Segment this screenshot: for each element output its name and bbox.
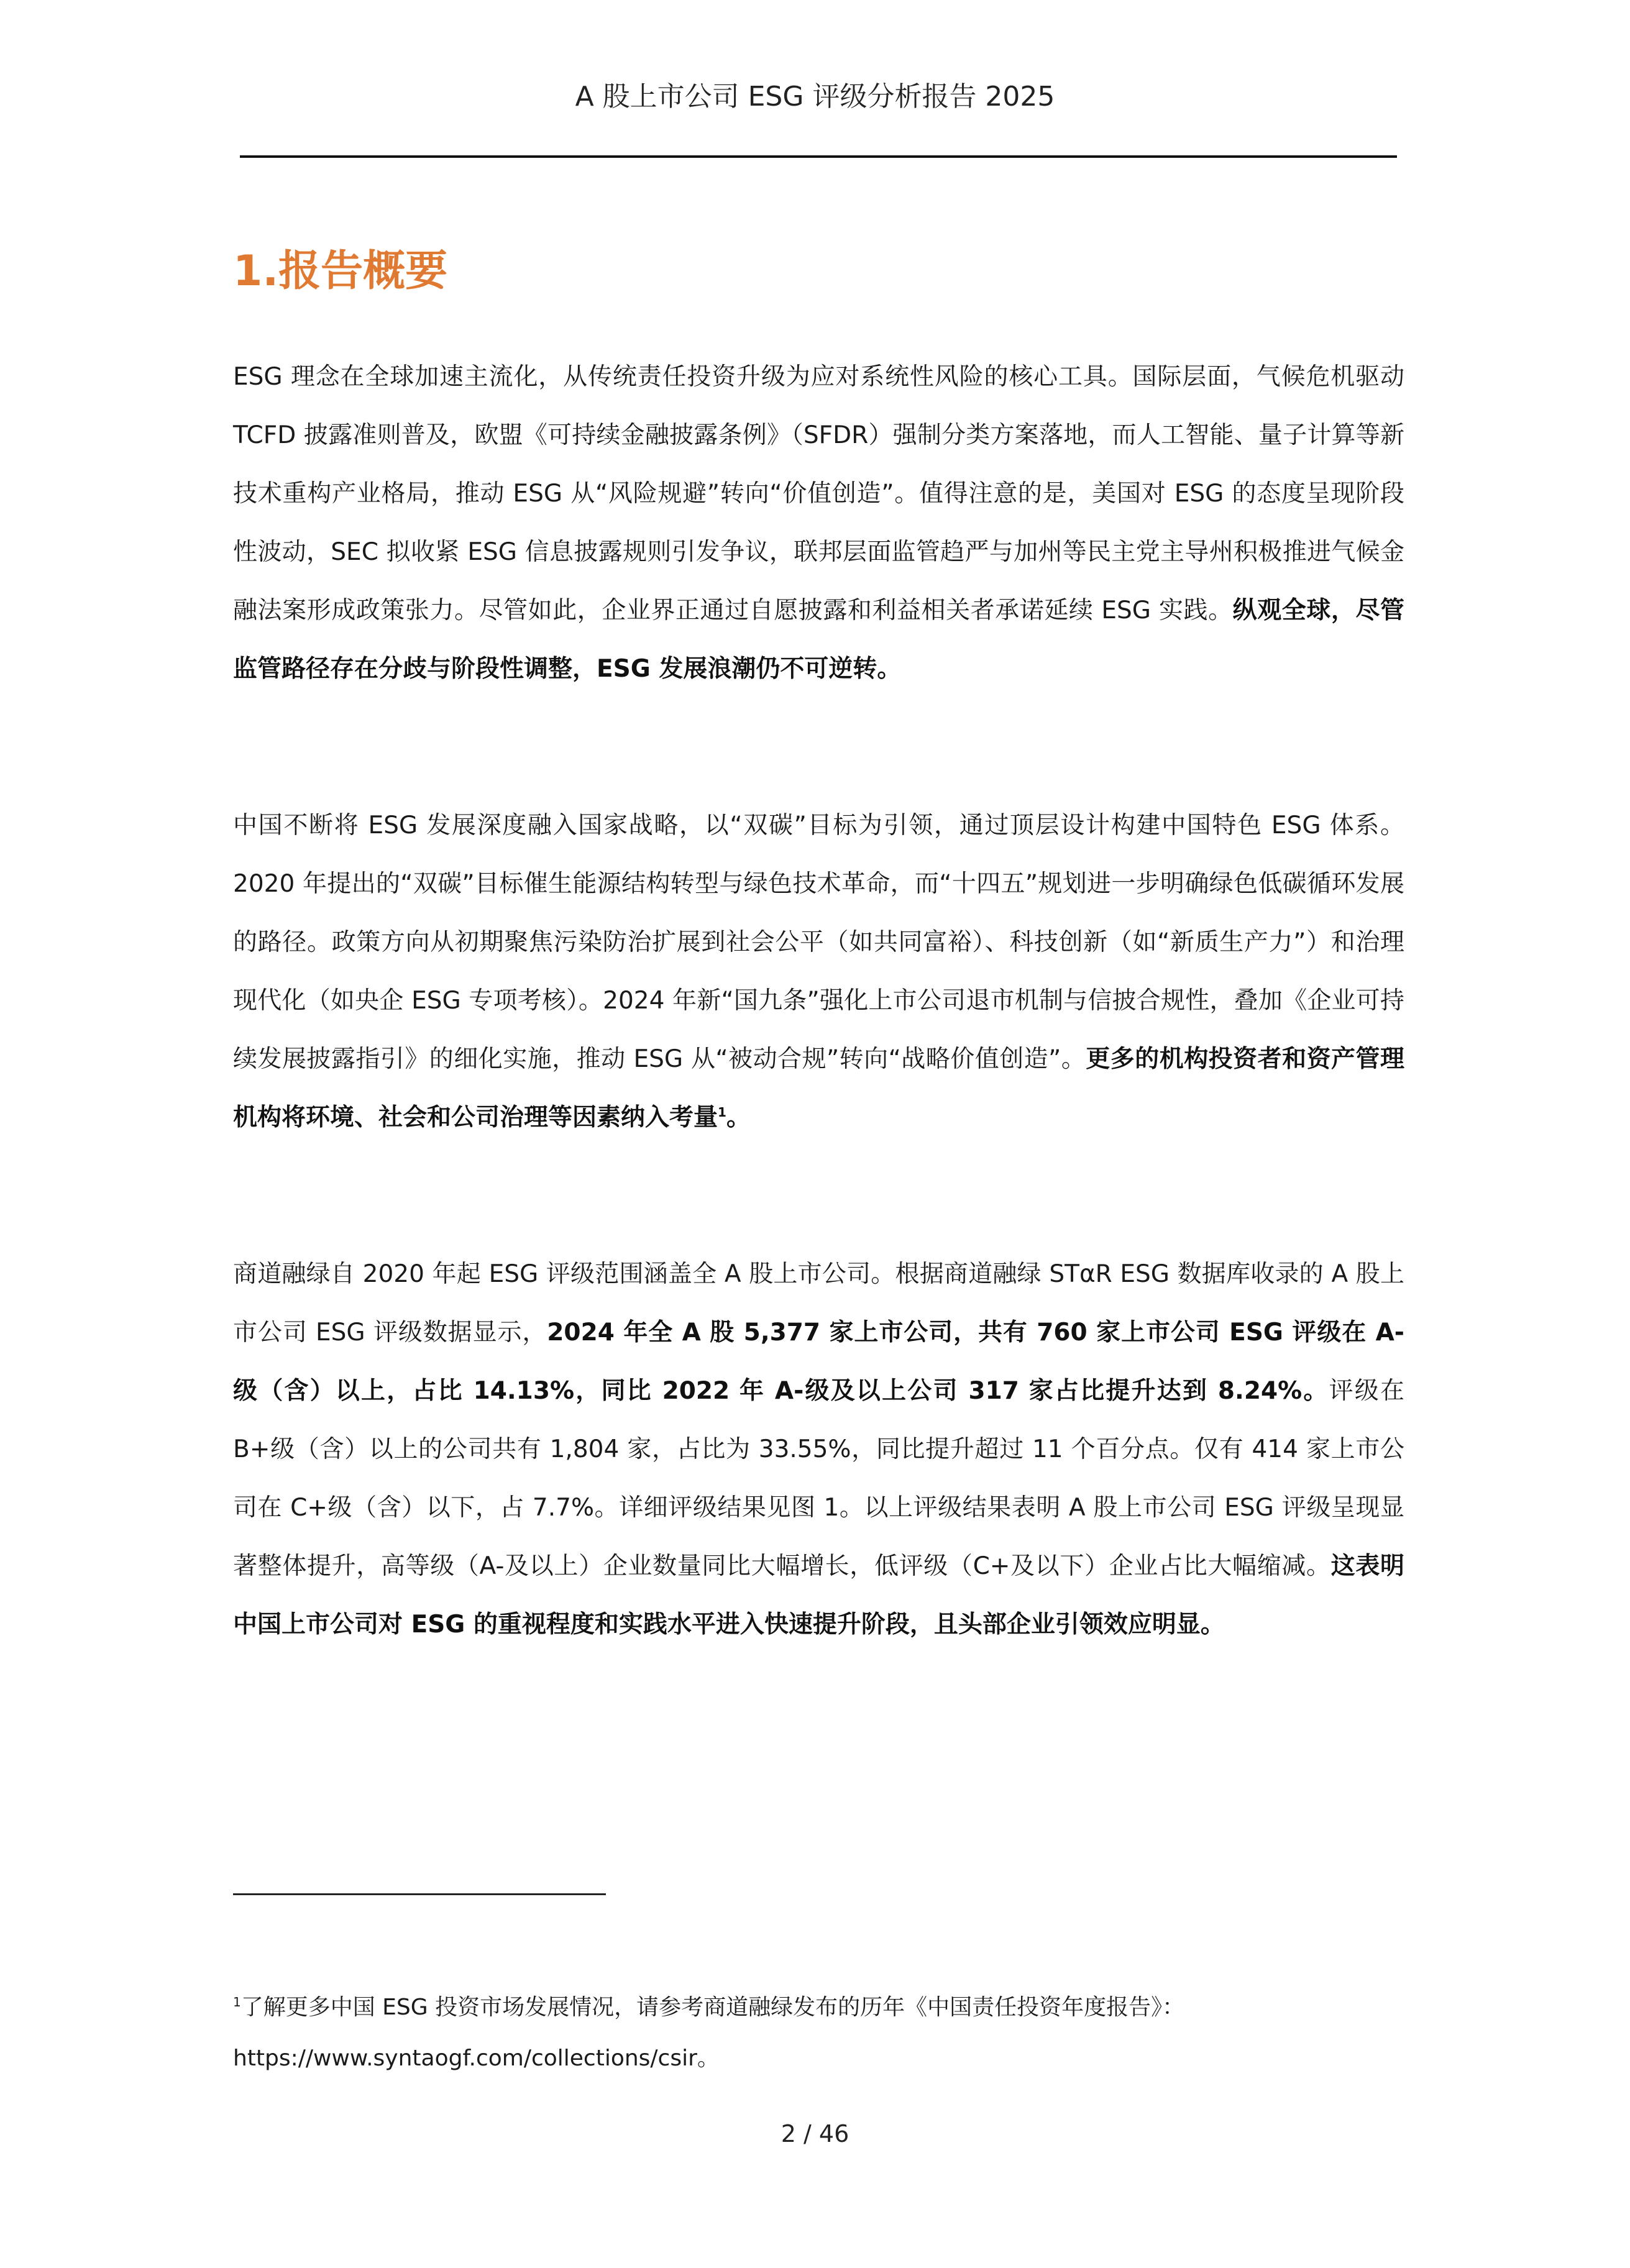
footnote-divider — [233, 1893, 606, 1895]
paragraph-bold-end: 。 — [726, 1104, 751, 1132]
footnote-line — [233, 1982, 1404, 2033]
paragraph-regular-text-2: 评级在 B+级（含）以上的公司共有 1,804 家，占比为 33.55%，同比提升超过 11 个百分点。仅有 414 家上市公司在 C+级（含）以下，占 7.7%。详细评级结果见图 1。以上评级结果表明 A 股上市公司 ESG 评级呈现显著整体提升，高等级（A-及以上）企业数量同比大幅增长，低评级（C+及以下）企业占比大幅缩减。 — [233, 1377, 1404, 1580]
footnote-link[interactable]: https://www.syntaogf.com/collections/csir。 — [233, 2046, 720, 2071]
paragraph-bold-conclusion: 纵观全球，尽管监管路径存在分歧与阶段性调整，ESG 发展浪潮仍不可逆转。 — [233, 597, 1404, 683]
paragraph-bold-statistics: 2024 年全 A 股 5,377 家上市公司，共有 760 家上市公司 ESG 评级在 A-级（含）以上，占比 14.13%，同比 2022 年 A-级及以上公司 317 家占比提升达到 8.24%。 — [233, 1319, 1404, 1405]
footnote-mark: 1 — [233, 1995, 241, 2010]
paragraph-regular-text: 商道融绿自 2020 年起 ESG 评级范围涵盖全 A 股上市公司。根据商道融绿 STαR ESG 数据库收录的 A 股上市公司 ESG 评级数据显示， — [233, 1260, 1404, 1347]
paragraph-text — [233, 1245, 1404, 1654]
paragraph-china-esg — [233, 797, 1404, 1147]
paragraph-bold-text: 更多的机构投资者和资产管理机构将环境、社会和公司治理等因素纳入考量 — [233, 1045, 1404, 1132]
footnote-text: 了解更多中国 ESG 投资市场发展情况，请参考商道融绿发布的历年《中国责任投资年度报告》： — [240, 1995, 1185, 2020]
page-header-title: A 股上市公司 ESG 评级分析报告 2025 — [575, 81, 1055, 112]
paragraph-text — [233, 797, 1404, 1147]
page-number: 2 / 46 — [781, 2120, 849, 2147]
section-title: 1.报告概要 — [233, 247, 448, 296]
paragraph-global-esg — [233, 348, 1404, 698]
paragraph-regular-text: 中国不断将 ESG 发展深度融入国家战略，以“双碳”目标为引领，通过顶层设计构建中国特色 ESG 体系。2020 年提出的“双碳”目标催生能源结构转型与绿色技术革命，而“十四五”规划进一步明确绿色低碳循环发展的路径。政策方向从初期聚焦污染防治扩展到社会公平（如共同富裕）、科技创新（如“新质生产力”）和治理现代化（如央企 ESG 专项考核）。2024 年新“国九条”强化上市公司退市机制与信披合规性，叠加《企业可持续发展披露指引》的细化实施，推动 ESG 从“被动合规”转向“战略价值创造”。 — [233, 812, 1404, 1073]
paragraph-bold-conclusion: 这表明中国上市公司对 ESG 的重视程度和实践水平进入快速提升阶段，且头部企业引领效应明显。 — [233, 1552, 1404, 1639]
footnote-reference[interactable]: 1 — [718, 1105, 726, 1120]
paragraph-rating-results — [233, 1245, 1404, 1654]
header-divider — [240, 155, 1397, 158]
paragraph-regular-text: ESG 理念在全球加速主流化，从传统责任投资升级为应对系统性风险的核心工具。国际层面，气候危机驱动 TCFD 披露准则普及，欧盟《可持续金融披露条例》（SFDR）强制分类方案落地，而人工智能、量子计算等新技术重构产业格局，推动 ESG 从“风险规避”转向“价值创造”。值得注意的是，美国对 ESG 的态度呈现阶段性波动，SEC 拟收紧 ESG 信息披露规则引发争议，联邦层面监管趋严与加州等民主党主导州积极推进气候金融法案形成政策张力。尽管如此，企业界正通过自愿披露和利益相关者承诺延续 ESG 实践。 — [233, 363, 1404, 624]
paragraph-text — [233, 348, 1404, 698]
footnote — [233, 1982, 1404, 2084]
